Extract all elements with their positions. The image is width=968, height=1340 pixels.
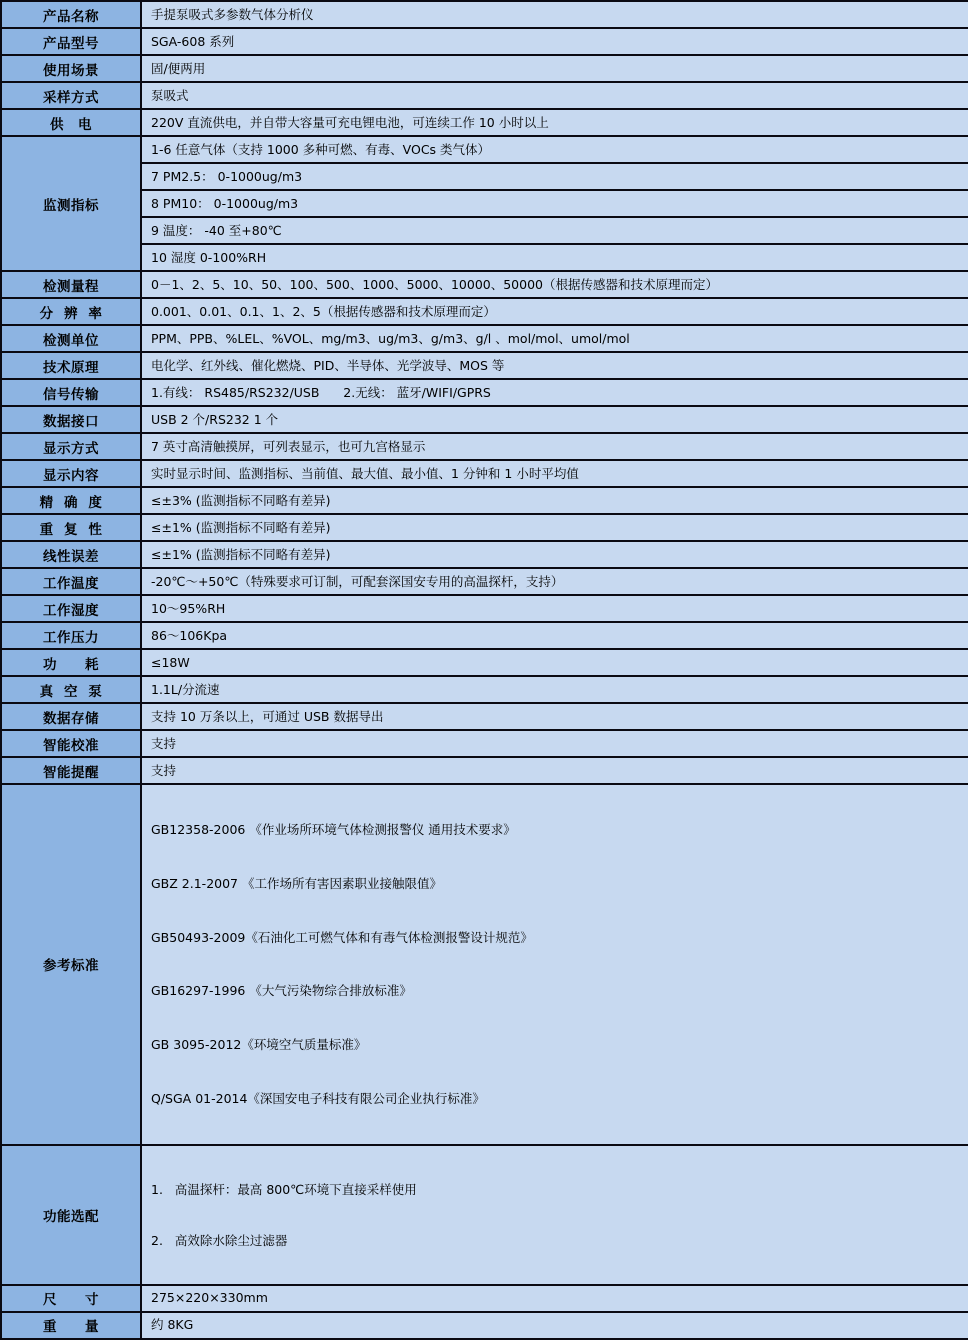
spec-value: ≤±1% (监测指标不同略有差异): [141, 514, 968, 541]
spec-value: PPM、PPB、%LEL、%VOL、mg/m3、ug/m3、g/m3、g/l 、mol/mol、umol/mol: [141, 325, 968, 352]
spec-label: 功能选配: [1, 1145, 141, 1285]
spec-value: 1-6 任意气体（支持 1000 多种可燃、有毒、VOCs 类气体）: [141, 136, 968, 163]
row-power-supply: [1, 109, 968, 136]
row-monitoring-indicators-4: [1, 217, 968, 244]
spec-label: 重 量: [1, 1312, 141, 1339]
spec-value: 10 湿度 0-100%RH: [141, 244, 968, 271]
spec-value: 电化学、红外线、催化燃烧、PID、半导体、光学波导、MOS 等: [141, 352, 968, 379]
row-detection-range: [1, 271, 968, 298]
row-reference-standards: [1, 784, 968, 1145]
row-smart-reminder: [1, 757, 968, 784]
row-repeatability: [1, 514, 968, 541]
spec-value: 0.001、0.01、0.1、1、2、5（根据传感器和技术原理而定）: [141, 298, 968, 325]
row-dimensions: [1, 1285, 968, 1312]
row-accuracy: [1, 487, 968, 514]
spec-label: 数据接口: [1, 406, 141, 433]
spec-value: 9 温度： -40 至+80℃: [141, 217, 968, 244]
spec-label: 真 空 泵: [1, 676, 141, 703]
spec-label: 监测指标: [1, 136, 141, 271]
spec-label: 产品型号: [1, 28, 141, 55]
spec-label: 尺 寸: [1, 1285, 141, 1312]
row-monitoring-indicators-3: [1, 190, 968, 217]
spec-value: [141, 1145, 968, 1285]
row-monitoring-indicators-5: [1, 244, 968, 271]
spec-label: 显示方式: [1, 433, 141, 460]
standard-line: GB12358-2006 《作业场所环境气体检测报警仪 通用技术要求》: [151, 822, 516, 837]
row-sampling-method: [1, 82, 968, 109]
standard-line: GBZ 2.1-2007 《工作场所有害因素职业接触限值》: [151, 875, 442, 891]
spec-label: 检测单位: [1, 325, 141, 352]
row-data-interface: [1, 406, 968, 433]
spec-label: 信号传输: [1, 379, 141, 406]
row-vacuum-pump: [1, 676, 968, 703]
row-display-content: [1, 460, 968, 487]
spec-label: 产品名称: [1, 1, 141, 28]
spec-label: 线性误差: [1, 541, 141, 568]
standard-line: GB16297-1996 《大气污染物综合排放标准》: [151, 983, 412, 999]
spec-value: 0－1、2、5、10、50、100、500、1000、5000、10000、50000（根据传感器和技术原理而定）: [141, 271, 968, 298]
row-display-mode: [1, 433, 968, 460]
row-detection-unit: [1, 325, 968, 352]
spec-label: 检测量程: [1, 271, 141, 298]
spec-value: 泵吸式: [141, 82, 968, 109]
row-optional-functions: [1, 1145, 968, 1285]
spec-value: -20℃～+50℃（特殊要求可订制，可配套深国安专用的高温探杆，支持）: [141, 568, 968, 595]
option-line: 2. 高效除水除尘过滤器: [151, 1232, 288, 1248]
spec-label: 智能校准: [1, 730, 141, 757]
row-monitoring-indicators: [1, 136, 968, 163]
standard-line: GB50493-2009《石油化工可燃气体和有毒气体检测报警设计规范》: [151, 929, 533, 945]
row-signal-transmission: [1, 379, 968, 406]
spec-value: 固/便两用: [141, 55, 968, 82]
spec-value: 10～95%RH: [141, 595, 968, 622]
row-data-storage: [1, 703, 968, 730]
spec-label: 数据存储: [1, 703, 141, 730]
spec-label: 功 耗: [1, 649, 141, 676]
row-linearity-error: [1, 541, 968, 568]
spec-label: 智能提醒: [1, 757, 141, 784]
spec-value: 7 英寸高清触摸屏，可列表显示，也可九宫格显示: [141, 433, 968, 460]
row-working-temperature: [1, 568, 968, 595]
spec-label: 工作湿度: [1, 595, 141, 622]
spec-value: 7 PM2.5： 0-1000ug/m3: [141, 163, 968, 190]
row-power-consumption: [1, 649, 968, 676]
spec-value: 支持 10 万条以上，可通过 USB 数据导出: [141, 703, 968, 730]
spec-label: 供 电: [1, 109, 141, 136]
row-working-humidity: [1, 595, 968, 622]
spec-value: 支持: [141, 730, 968, 757]
spec-value: 86～106Kpa: [141, 622, 968, 649]
row-weight: [1, 1312, 968, 1339]
standard-line: GB 3095-2012《环境空气质量标准》: [151, 1037, 367, 1053]
spec-value: ≤±3% (监测指标不同略有差异): [141, 487, 968, 514]
spec-value: 1.有线： RS485/RS232/USB 2.无线： 蓝牙/WIFI/GPRS: [141, 379, 968, 406]
spec-label: 使用场景: [1, 55, 141, 82]
spec-value: ≤±1% (监测指标不同略有差异): [141, 541, 968, 568]
spec-value: 220V 直流供电，并自带大容量可充电锂电池，可连续工作 10 小时以上: [141, 109, 968, 136]
spec-value: 约 8KG: [141, 1312, 968, 1339]
row-resolution: [1, 298, 968, 325]
row-product-model: [1, 28, 968, 55]
spec-value: 8 PM10： 0-1000ug/m3: [141, 190, 968, 217]
spec-value: [141, 784, 968, 1145]
row-technical-principle: [1, 352, 968, 379]
spec-label: 精 确 度: [1, 487, 141, 514]
spec-value: 支持: [141, 757, 968, 784]
spec-value: SGA-608 系列: [141, 28, 968, 55]
row-smart-calibration: [1, 730, 968, 757]
spec-label: 技术原理: [1, 352, 141, 379]
spec-label: 重 复 性: [1, 514, 141, 541]
row-usage-scenario: [1, 55, 968, 82]
spec-value: ≤18W: [141, 649, 968, 676]
spec-label: 采样方式: [1, 82, 141, 109]
spec-value: 实时显示时间、监测指标、当前值、最大值、最小值、1 分钟和 1 小时平均值: [141, 460, 968, 487]
spec-label: 分 辨 率: [1, 298, 141, 325]
row-monitoring-indicators-2: [1, 163, 968, 190]
row-working-pressure: [1, 622, 968, 649]
standard-line: Q/SGA 01-2014《深国安电子科技有限公司企业执行标准》: [151, 1090, 485, 1106]
spec-value: 1.1L/分流速: [141, 676, 968, 703]
spec-label: 工作温度: [1, 568, 141, 595]
row-product-name: [1, 1, 968, 28]
option-line: 1. 高温探杆：最高 800℃环境下直接采样使用: [151, 1181, 417, 1197]
spec-value: USB 2 个/RS232 1 个: [141, 406, 968, 433]
spec-label: 参考标准: [1, 784, 141, 1145]
spec-label: 显示内容: [1, 460, 141, 487]
spec-value: 275×220×330mm: [141, 1285, 968, 1312]
spec-label: 工作压力: [1, 622, 141, 649]
spec-value: 手提泵吸式多参数气体分析仪: [141, 1, 968, 28]
